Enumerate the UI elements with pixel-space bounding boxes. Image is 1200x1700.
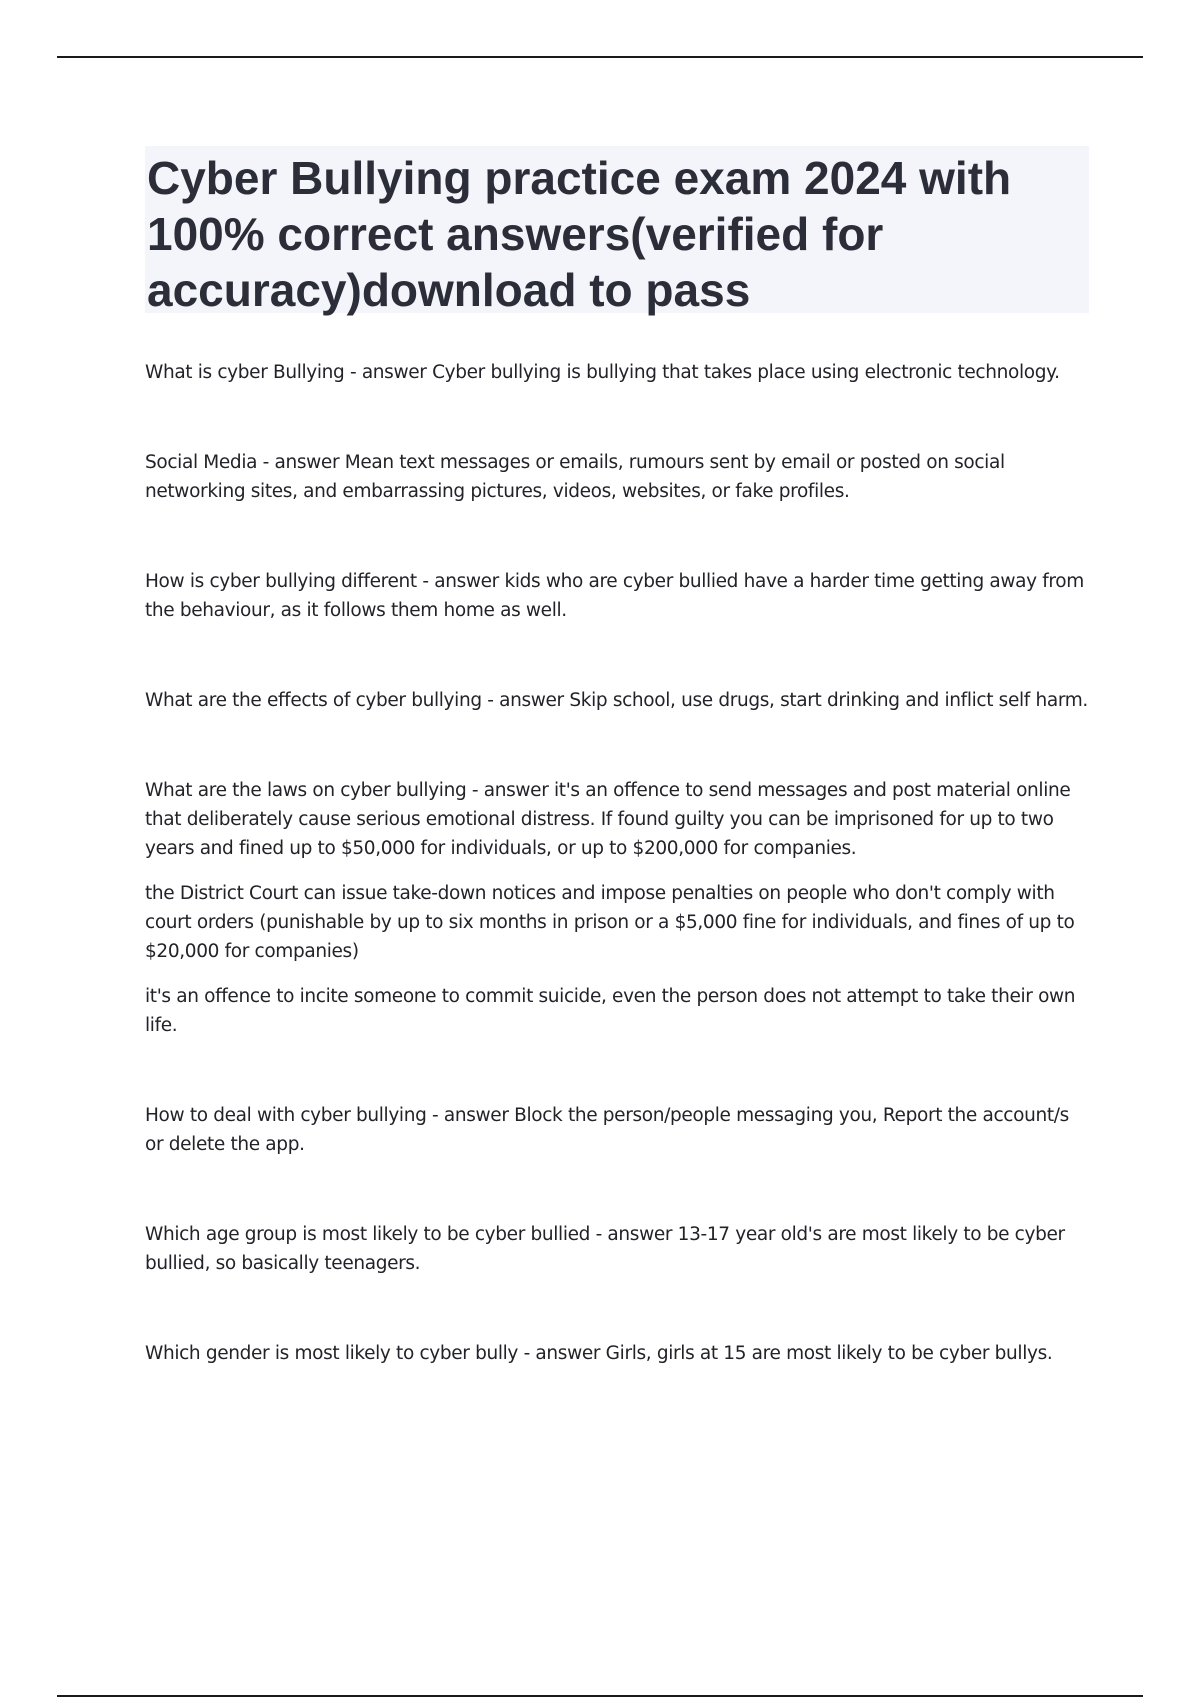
qa-item-gender: Which gender is most likely to cyber bully - answer Girls, girls at 15 are most likely to be cyber bullys. (145, 1343, 1053, 1364)
qa-item-social-media: Social Media - answer Mean text messages or emails, rumours sent by email or posted on social networking sites, and embarrassing pictures, videos, websites, or fake profiles. (145, 452, 1005, 502)
qa-item-what-is-cyber-bullying: What is cyber Bullying - answer Cyber bullying is bullying that takes place using electronic technology. (145, 362, 1060, 383)
title-banner (145, 146, 1089, 316)
qa-item-how-different: How is cyber bullying different - answer kids who are cyber bullied have a harder time getting away from the behaviour, as it follows them home as well. (145, 571, 1084, 621)
qa-item-age-group: Which age group is most likely to be cyber bullied - answer 13-17 year old's are most likely to be cyber bullied, so basically teenagers. (145, 1224, 1065, 1274)
qa-item-effects: What are the effects of cyber bullying - answer Skip school, use drugs, start drinking and inflict self harm. (145, 690, 1088, 711)
qa-item-how-to-deal: How to deal with cyber bullying - answer Block the person/people messaging you, Report the account/s or delete the app. (145, 1105, 1069, 1155)
qa-item-laws: What are the laws on cyber bullying - answer it's an offence to send messages and post material online that deliberately cause serious emotional distress. If found guilty you can be imprisoned for up to two years and fined up to $50,000 for individuals, or up to $200,000 for companies. (145, 780, 1071, 859)
top-divider (57, 56, 1143, 58)
qa-item-laws-district-court: the District Court can issue take-down notices and impose penalties on people who don't comply with court orders (punishable by up to six months in prison or a $5,000 fine for individuals, and fines of up to $20,000 for companies) (145, 883, 1075, 962)
document-title: Cyber Bullying practice exam 2024 with 100% correct answers(verified for accuracy)download to pass (147, 152, 1012, 316)
qa-list (145, 358, 1090, 1368)
bottom-divider (57, 1695, 1143, 1697)
qa-item-laws-incite-offence: it's an offence to incite someone to commit suicide, even the person does not attempt to take their own life. (145, 986, 1076, 1036)
